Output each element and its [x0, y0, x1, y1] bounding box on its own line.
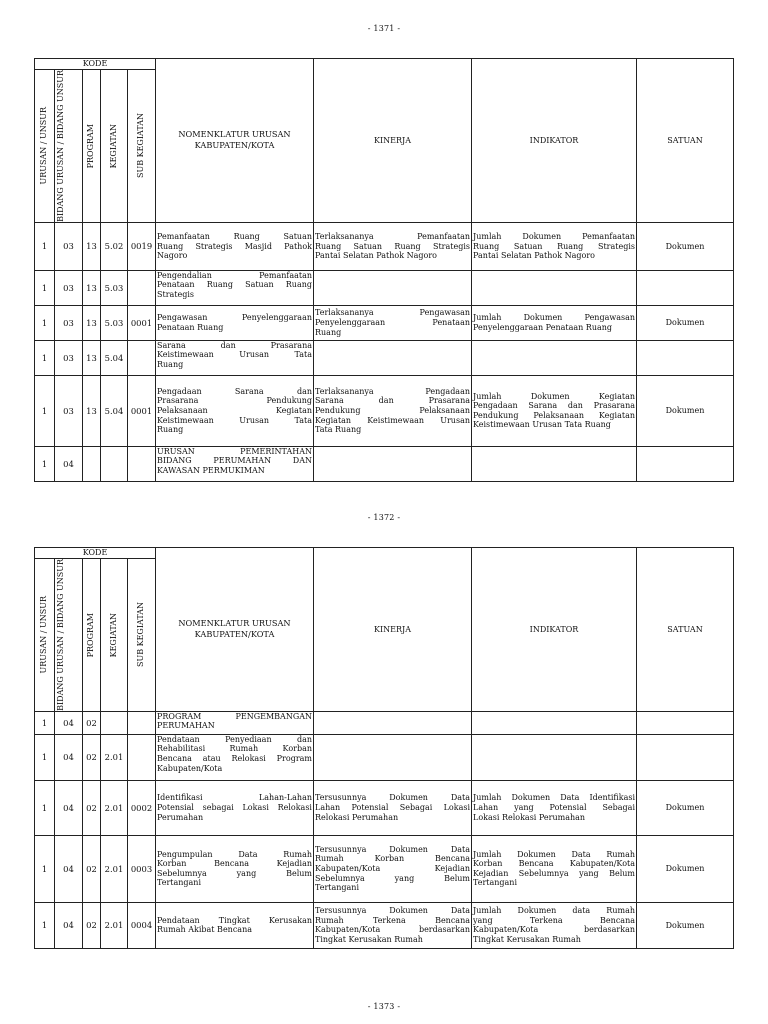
program-cell: 02	[83, 780, 101, 835]
text-line: Pengawasan Penyelenggaraan	[157, 313, 312, 323]
text-line: yang Terkena Bencana	[473, 915, 635, 925]
text-line: PROGRAM PENGEMBANGAN	[157, 711, 312, 721]
table-row	[35, 222, 734, 270]
text-line: Penyelenggaraan Penataan	[315, 318, 470, 328]
urusan-cell: 1	[35, 711, 55, 734]
text-line: Ruang Satuan Ruang Strategis	[315, 241, 470, 251]
program-cell: 02	[83, 711, 101, 734]
text-line: Sarana dan Prasarana	[315, 396, 470, 406]
text-line: Identifikasi Lahan-Lahan	[157, 793, 312, 803]
satuan-cell: Dokumen	[637, 305, 734, 340]
program-cell: 02	[83, 734, 101, 780]
nomenklatur-cell	[156, 340, 314, 375]
nomenklatur-header: NOMENKLATUR URUSAN KABUPATEN/KOTA	[156, 59, 314, 223]
table-row	[35, 780, 734, 835]
satuan-cell	[637, 711, 734, 734]
satuan-cell	[637, 270, 734, 305]
text-line: Strategis	[157, 290, 195, 300]
kegiatan-header: KEGIATAN	[101, 70, 128, 223]
text-line: Kabupaten/Kota	[157, 763, 223, 773]
page-number: - 1373 -	[367, 1002, 401, 1011]
text-line: Penataan Ruang	[157, 322, 224, 332]
bidang-cell: 04	[55, 711, 83, 734]
table-row	[35, 375, 734, 446]
table-row	[35, 305, 734, 340]
text-line: Tersusunnya Dokumen Data	[315, 906, 470, 916]
sub-kegiatan-cell: 0003	[128, 835, 156, 902]
kinerja-cell	[314, 780, 472, 835]
satuan-cell: Dokumen	[637, 222, 734, 270]
text-line: Pemanfaatan Ruang Satuan	[157, 231, 312, 241]
text-line: Ruang	[157, 425, 184, 435]
program-cell	[83, 446, 101, 481]
kegiatan-header: KEGIATAN	[101, 559, 128, 712]
kegiatan-cell	[101, 711, 128, 734]
indikator-cell	[472, 734, 637, 780]
text-line: Keistimewaan Urusan Tata	[157, 415, 312, 425]
table-row	[35, 902, 734, 948]
text-line: Kabupaten/Kota berdasarkan	[315, 925, 470, 935]
kegiatan-cell: 5.03	[101, 305, 128, 340]
kegiatan-cell: 5.02	[101, 222, 128, 270]
text-line: Terlaksananya Pengawasan	[315, 308, 470, 318]
text-line: Pengendalian Pemanfaatan	[157, 270, 312, 280]
page-number: - 1371 -	[367, 24, 401, 33]
kinerja-cell	[314, 270, 472, 305]
text-line: Pantai Selatan Pathok Nagoro	[315, 251, 437, 261]
urusan-cell: 1	[35, 340, 55, 375]
text-line: Lahan Potensial Sebagai Lokasi	[315, 803, 470, 813]
bidang-cell: 03	[55, 270, 83, 305]
kinerja-cell	[314, 340, 472, 375]
text-line: Tersusunnya Dokumen Data	[315, 844, 470, 854]
text-line: Tertangani	[315, 883, 360, 893]
text-line: Kejadian Sebelumnya yang Belum	[473, 868, 635, 878]
text-line: Tertangani	[157, 878, 202, 888]
text-line: Penyelenggaraan Penataan Ruang	[473, 322, 613, 332]
urusan-cell: 1	[35, 835, 55, 902]
bidang-cell: 04	[55, 446, 83, 481]
text-line: Pendukung Pelaksanaan Kegiatan	[473, 410, 635, 420]
table-row	[35, 711, 734, 734]
kegiatan-cell: 5.04	[101, 340, 128, 375]
text-line: Tingkat Kerusakan Rumah	[315, 934, 423, 944]
bidang-cell: 04	[55, 835, 83, 902]
text-line: Korban Bencana Kejadian	[157, 859, 312, 869]
table-row	[35, 446, 734, 481]
indikator-cell	[472, 305, 637, 340]
sub-kegiatan-header: SUB KEGIATAN	[128, 70, 156, 223]
sub-kegiatan-cell: 0001	[128, 375, 156, 446]
text-line: Jumlah Dokumen data Rumah	[473, 906, 635, 916]
kegiatan-cell: 2.01	[101, 780, 128, 835]
nomenklatur-cell	[156, 902, 314, 948]
urusan-cell: 1	[35, 734, 55, 780]
kinerja-header: KINERJA	[314, 59, 472, 223]
text-line: Terlaksananya Pengadaan	[315, 386, 470, 396]
text-line: Sebelumnya yang Belum	[315, 873, 470, 883]
urusan-cell: 1	[35, 375, 55, 446]
kinerja-cell	[314, 902, 472, 948]
kinerja-cell	[314, 222, 472, 270]
text-line: Jumlah Dokumen Pengawasan	[473, 313, 635, 323]
urusan-header: URUSAN / UNSUR	[35, 70, 55, 223]
text-line: Sebelumnya yang Belum	[157, 868, 312, 878]
program-header: PROGRAM	[83, 70, 101, 223]
text-line: Pengadaan Sarana dan Prasarana	[473, 401, 635, 411]
kegiatan-cell: 2.01	[101, 835, 128, 902]
kode-header: KODE	[35, 59, 156, 70]
indikator-cell	[472, 375, 637, 446]
bidang-cell: 04	[55, 902, 83, 948]
text-line: BIDANG PERUMAHAN DAN	[157, 456, 312, 466]
bidang-cell: 03	[55, 305, 83, 340]
nomenklatur-cell	[156, 446, 314, 481]
text-line: Tata Ruang	[315, 425, 362, 435]
nomenklatur-cell	[156, 270, 314, 305]
text-line: Korban Bencana Kabupaten/Kota	[473, 859, 635, 869]
text-line: Kabupaten/Kota berdasarkan	[473, 925, 635, 935]
nomenklatur-cell	[156, 711, 314, 734]
text-line: Tingkat Kerusakan Rumah	[473, 934, 581, 944]
indikator-header: INDIKATOR	[472, 548, 637, 712]
sub-kegiatan-cell: 0019	[128, 222, 156, 270]
kegiatan-cell: 2.01	[101, 734, 128, 780]
kode-header: KODE	[35, 548, 156, 559]
text-line: Pengadaan Sarana dan	[157, 386, 312, 396]
indikator-cell	[472, 340, 637, 375]
indikator-cell	[472, 446, 637, 481]
urusan-cell: 1	[35, 902, 55, 948]
bidang-header: BIDANG URUSAN / BIDANG UNSUR	[55, 70, 83, 223]
kinerja-cell	[314, 305, 472, 340]
text-line: Pengumpulan Data Rumah	[157, 849, 312, 859]
page-number: - 1372 -	[367, 513, 401, 522]
urusan-cell: 1	[35, 222, 55, 270]
bidang-cell: 03	[55, 222, 83, 270]
text-line: Tertangani	[473, 878, 518, 888]
program-cell: 13	[83, 305, 101, 340]
kinerja-cell	[314, 711, 472, 734]
nomenklatur-cell	[156, 734, 314, 780]
kinerja-cell	[314, 375, 472, 446]
bidang-cell: 03	[55, 340, 83, 375]
satuan-cell: Dokumen	[637, 835, 734, 902]
text-line: Relokasi Perumahan	[315, 812, 399, 822]
kegiatan-cell	[101, 446, 128, 481]
sub-kegiatan-cell	[128, 270, 156, 305]
text-line: Terlaksananya Pemanfaatan	[315, 231, 470, 241]
kinerja-cell	[314, 734, 472, 780]
sub-kegiatan-cell: 0002	[128, 780, 156, 835]
urusan-cell: 1	[35, 780, 55, 835]
text-line: Rehabilitasi Rumah Korban	[157, 744, 312, 754]
program-cell: 02	[83, 835, 101, 902]
text-line: Pelaksanaan Kegiatan	[157, 406, 312, 416]
bidang-header: BIDANG URUSAN / BIDANG UNSUR	[55, 559, 83, 712]
urusan-cell: 1	[35, 305, 55, 340]
bidang-cell: 03	[55, 375, 83, 446]
indikator-cell	[472, 711, 637, 734]
text-line: Kegiatan Keistimewaan Urusan	[315, 415, 470, 425]
table-row	[35, 734, 734, 780]
indikator-cell	[472, 270, 637, 305]
text-line: Tersusunnya Dokumen Data	[315, 793, 470, 803]
text-line: Ruang Strategis Masjid Pathok	[157, 241, 312, 251]
indikator-cell	[472, 835, 637, 902]
sub-kegiatan-cell	[128, 446, 156, 481]
nomenklatur-cell	[156, 835, 314, 902]
satuan-cell	[637, 734, 734, 780]
satuan-header: SATUAN	[637, 59, 734, 223]
kinerja-cell	[314, 446, 472, 481]
text-line: Jumlah Dokumen Data Identifikasi	[473, 793, 635, 803]
text-line: Nagoro	[157, 251, 188, 261]
table-row	[35, 270, 734, 305]
text-line: KAWASAN PERMUKIMAN	[157, 466, 265, 476]
satuan-cell	[637, 446, 734, 481]
program-cell: 13	[83, 340, 101, 375]
program-header: PROGRAM	[83, 559, 101, 712]
text-line: Bencana atau Relokasi Program	[157, 754, 312, 764]
text-line: Rumah Akibat Bencana	[157, 925, 252, 935]
nomenklatur-cell	[156, 305, 314, 340]
program-cell: 13	[83, 270, 101, 305]
nomenclature-table	[34, 58, 734, 482]
satuan-cell: Dokumen	[637, 902, 734, 948]
nomenklatur-cell	[156, 222, 314, 270]
kegiatan-cell: 2.01	[101, 902, 128, 948]
text-line: Sarana dan Prasarana	[157, 340, 312, 350]
text-line: Pendataan Tingkat Kerusakan	[157, 915, 312, 925]
text-line: Pendukung Pelaksanaan	[315, 406, 470, 416]
urusan-cell: 1	[35, 446, 55, 481]
text-line: Jumlah Dokumen Pemanfaatan	[473, 231, 635, 241]
program-cell: 02	[83, 902, 101, 948]
text-line: Kabupaten/Kota Kejadian	[315, 864, 470, 874]
sub-kegiatan-cell	[128, 711, 156, 734]
sub-kegiatan-header: SUB KEGIATAN	[128, 559, 156, 712]
indikator-cell	[472, 780, 637, 835]
text-line: Keistimewaan Urusan Tata	[157, 350, 312, 360]
nomenclature-table	[34, 547, 734, 949]
satuan-cell: Dokumen	[637, 780, 734, 835]
program-cell: 13	[83, 222, 101, 270]
kegiatan-cell: 5.04	[101, 375, 128, 446]
text-line: Jumlah Dokumen Kegiatan	[473, 391, 635, 401]
text-line: URUSAN PEMERINTAHAN	[157, 446, 312, 456]
text-line: Pendataan Penyediaan dan	[157, 734, 312, 744]
satuan-cell	[637, 340, 734, 375]
kegiatan-cell: 5.03	[101, 270, 128, 305]
kinerja-cell	[314, 835, 472, 902]
text-line: Keistimewaan Urusan Tata Ruang	[473, 420, 611, 430]
text-line: Lahan yang Potensial Sebagai	[473, 803, 635, 813]
nomenklatur-cell	[156, 780, 314, 835]
indikator-cell	[472, 902, 637, 948]
text-line: Prasarana Pendukung	[157, 396, 312, 406]
bidang-cell: 04	[55, 780, 83, 835]
text-line: Pantai Selatan Pathok Nagoro	[473, 251, 595, 261]
text-line: PERUMAHAN	[157, 721, 215, 731]
text-line: Lokasi Relokasi Perumahan	[473, 812, 586, 822]
sub-kegiatan-cell: 0004	[128, 902, 156, 948]
indikator-cell	[472, 222, 637, 270]
sub-kegiatan-cell	[128, 734, 156, 780]
text-line: Jumlah Dokumen Data Rumah	[473, 849, 635, 859]
table-row	[35, 835, 734, 902]
nomenklatur-header: NOMENKLATUR URUSAN KABUPATEN/KOTA	[156, 548, 314, 712]
table-row	[35, 340, 734, 375]
bidang-cell: 04	[55, 734, 83, 780]
text-line: Perumahan	[157, 812, 204, 822]
satuan-header: SATUAN	[637, 548, 734, 712]
urusan-header: URUSAN / UNSUR	[35, 559, 55, 712]
text-line: Penataan Ruang Satuan Ruang	[157, 280, 312, 290]
text-line: Potensial sebagai Lokasi Relokasi	[157, 803, 312, 813]
text-line: Ruang Satuan Ruang Strategis	[473, 241, 635, 251]
text-line: Ruang	[315, 327, 342, 337]
sub-kegiatan-cell	[128, 340, 156, 375]
satuan-cell: Dokumen	[637, 375, 734, 446]
sub-kegiatan-cell: 0001	[128, 305, 156, 340]
text-line: Rumah Terkena Bencana	[315, 915, 470, 925]
text-line: Rumah Korban Bencana	[315, 854, 470, 864]
nomenklatur-cell	[156, 375, 314, 446]
indikator-header: INDIKATOR	[472, 59, 637, 223]
kinerja-header: KINERJA	[314, 548, 472, 712]
text-line: Ruang	[157, 360, 184, 370]
program-cell: 13	[83, 375, 101, 446]
urusan-cell: 1	[35, 270, 55, 305]
